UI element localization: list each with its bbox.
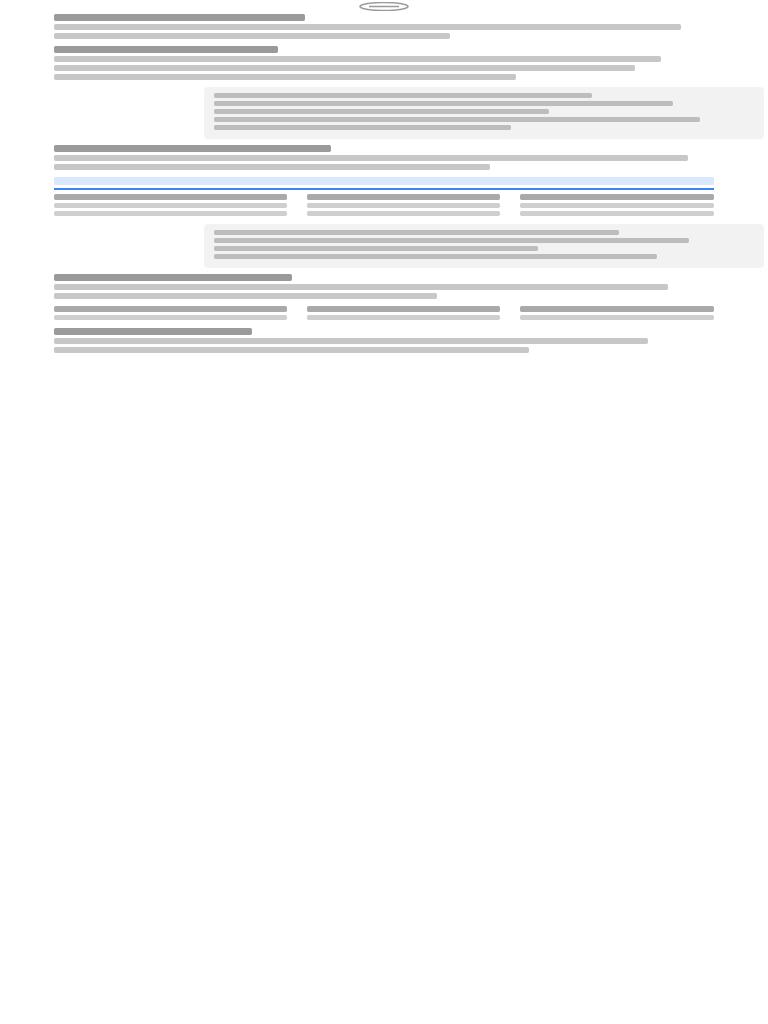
table-cell	[307, 211, 501, 216]
selection-rule	[54, 188, 714, 190]
code-line	[214, 117, 700, 122]
footer-text	[338, 1014, 428, 1020]
table-cell	[54, 203, 287, 208]
text-line	[54, 338, 648, 344]
selected-text-band	[54, 177, 714, 185]
table	[54, 306, 714, 320]
text-line	[54, 65, 635, 71]
table	[54, 194, 714, 216]
code-line	[214, 109, 549, 114]
section-heading	[54, 328, 252, 335]
table-header-cell	[54, 194, 287, 200]
table-cell	[520, 315, 714, 320]
section-heading	[54, 274, 292, 281]
table-cell	[307, 315, 501, 320]
text-line	[54, 293, 437, 299]
table-cell	[307, 203, 501, 208]
brand-logo-icon	[357, 2, 411, 11]
code-line	[214, 230, 619, 235]
code-line	[214, 246, 538, 251]
code-line	[214, 125, 511, 130]
table-cell	[54, 315, 287, 320]
text-line	[54, 347, 529, 353]
text-line	[54, 33, 450, 39]
table-header-cell	[520, 194, 714, 200]
code-line	[214, 238, 689, 243]
code-line	[214, 101, 673, 106]
text-line	[54, 24, 681, 30]
table-cell	[520, 203, 714, 208]
table-header-cell	[307, 194, 501, 200]
section-heading	[54, 14, 305, 21]
document-body	[54, 14, 714, 356]
table-header-cell	[307, 306, 501, 312]
table-cell	[520, 211, 714, 216]
table-header-cell	[520, 306, 714, 312]
code-line	[214, 254, 657, 259]
code-line	[214, 93, 592, 98]
text-line	[54, 56, 661, 62]
section-heading	[54, 46, 278, 53]
code-block	[204, 224, 764, 268]
table-header-cell	[54, 306, 287, 312]
text-line	[54, 284, 668, 290]
code-block	[204, 87, 764, 139]
text-line	[54, 74, 516, 80]
section-heading	[54, 145, 331, 152]
text-line	[54, 155, 688, 161]
table-cell	[54, 211, 287, 216]
text-line	[54, 164, 490, 170]
